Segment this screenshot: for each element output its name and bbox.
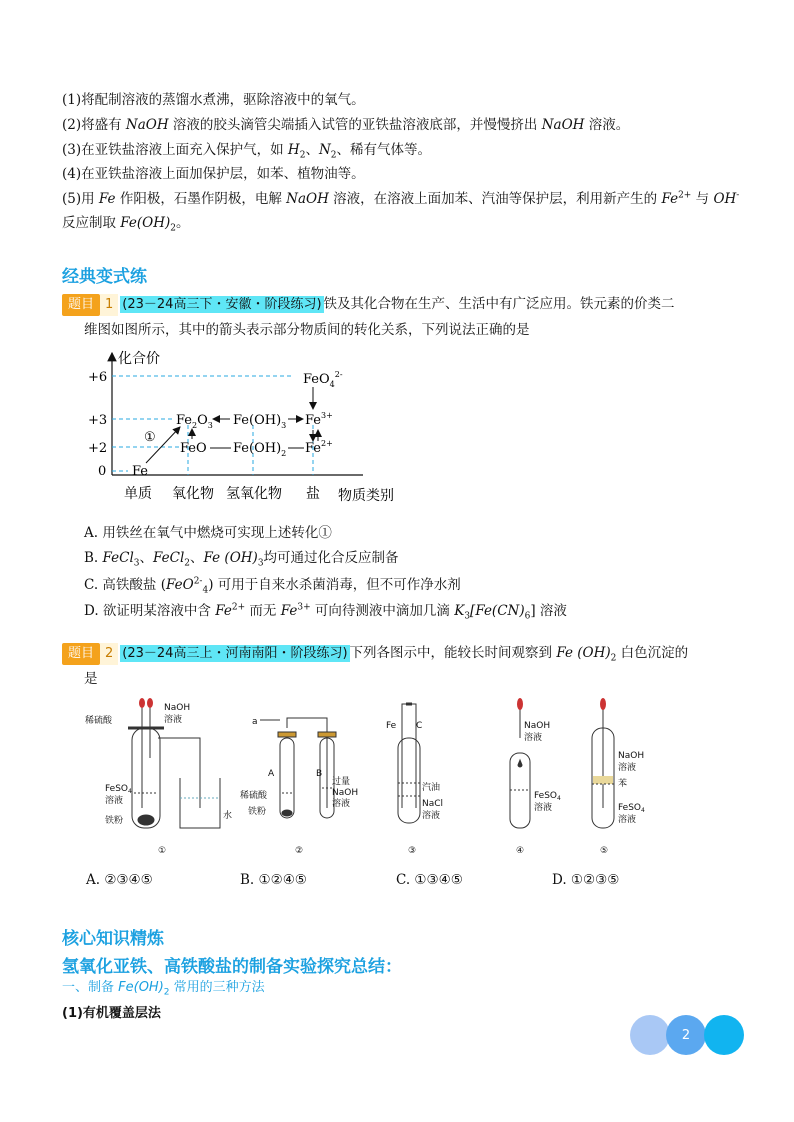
svg-text:稀硫酸: 稀硫酸: [85, 716, 113, 726]
xcat-hydroxide: 氢氧化物: [226, 486, 282, 502]
ytick-3: +3: [88, 413, 108, 428]
xcat-salt: 盐: [306, 486, 320, 502]
apparatus-2: [260, 718, 336, 818]
svg-text:FeSO4: FeSO$_4$: [618, 803, 645, 814]
svg-text:溶液: 溶液: [105, 796, 124, 806]
page-circle-right: [704, 1015, 744, 1055]
svg-text:过量: 过量: [332, 777, 351, 787]
q1-option-b[interactable]: B. FeCl$_3$、FeCl$_2$、Fe $(OH)_3$均可通过化合反应制备: [84, 550, 399, 569]
page-number: 2: [681, 1027, 691, 1043]
apparatus-4: [510, 698, 530, 828]
species-feo4: FeO$_4^{2-}$: [303, 370, 343, 389]
intro-line-4: (4)在亚铁盐溶液上面加保护层，如苯、植物油等。: [62, 166, 365, 182]
q2-option-d[interactable]: D. ①②③⑤: [552, 872, 620, 888]
intro-line-2: (2)将盛有 NaOH 溶液的胶头滴管尖端插入试管的亚铁盐溶液底部，并慢慢挤出 NaOH 溶液。: [62, 117, 630, 133]
q1-option-d[interactable]: D. 欲证明某溶液中含 $Fe^{2+}$ 而无 $Fe^{3+}$ 可向待测液中滴加几滴 $K_3[Fe(CN)_6]$ 溶液: [84, 602, 567, 622]
q2-option-b[interactable]: B. ①②④⑤: [240, 872, 307, 888]
species-feoh2: $Fe(OH)_2$: [233, 441, 287, 458]
species-feoh3: $Fe(OH)_3$: [233, 413, 287, 430]
svg-text:溶液: 溶液: [164, 715, 183, 725]
question-tag: 题目: [62, 294, 100, 316]
svg-text:汽油: 汽油: [422, 783, 441, 793]
page-circle-left: [630, 1015, 670, 1055]
species-fe2: $Fe^{2+}$: [305, 439, 333, 456]
svg-text:溶液: 溶液: [422, 811, 441, 821]
svg-text:FeSO4: FeSO$_4$: [534, 791, 561, 802]
ytick-2: +2: [88, 441, 108, 456]
apparatus-5: [592, 698, 614, 828]
svg-text:溶液: 溶液: [618, 815, 637, 825]
svg-text:①: ①: [158, 846, 167, 856]
svg-text:铁粉: 铁粉: [248, 807, 267, 817]
svg-text:a: a: [252, 717, 258, 727]
ytick-0: 0: [98, 464, 107, 479]
question-tag: 题目: [62, 643, 100, 665]
x-axis-label: 物质类别: [338, 488, 394, 504]
svg-text:③: ③: [408, 846, 417, 856]
question-1-stem-2: 维图如图所示，其中的箭头表示部分物质间的转化关系，下列说法正确的是: [84, 322, 530, 338]
q1-option-c[interactable]: C. 高铁酸盐 (FeO$^{2-}_4$) 可用于自来水杀菌消毒，但不可作净水剂: [84, 576, 461, 596]
svg-text:苯: 苯: [618, 779, 628, 789]
svg-text:NaOH: NaOH: [618, 751, 645, 761]
question-1-stem: 题目 1 (23－24高三下・安徽・阶段练习) 铁及其化合物在生产、生活中有广泛应用。铁元素的价类二: [62, 294, 675, 316]
svg-text:水: 水: [223, 811, 233, 821]
apparatus-figures: [80, 698, 760, 858]
section-title-variant: 经典变式练: [62, 267, 147, 287]
svg-text:溶液: 溶液: [524, 733, 543, 743]
ytick-6: +6: [88, 370, 108, 385]
svg-text:④: ④: [516, 846, 525, 856]
svg-text:②: ②: [295, 846, 304, 856]
svg-text:A: A: [268, 769, 275, 779]
xcat-elemental: 单质: [124, 486, 152, 502]
question-number: 2: [100, 643, 118, 665]
svg-text:溶液: 溶液: [618, 763, 637, 773]
species-fe3: $Fe^{3+}$: [305, 411, 333, 428]
intro-line-3: (3)在亚铁盐溶液上面充入保护气，如 $H_2$、$N_2$、稀有气体等。: [62, 142, 431, 161]
intro-line-1: (1)将配制溶液的蒸馏水煮沸，驱除溶液中的氧气。: [62, 92, 365, 108]
subheading-organic-cover: (1)有机覆盖层法: [62, 1006, 161, 1021]
q1-option-a[interactable]: A. 用铁丝在氧气中燃烧可实现上述转化①: [84, 525, 332, 541]
q2-option-a[interactable]: A. ②③④⑤: [86, 872, 153, 888]
svg-text:C: C: [416, 721, 423, 731]
intro-line-6: 反应制取 $Fe(OH)_2$。: [62, 215, 190, 234]
question-2-stem-2: 是: [84, 671, 98, 687]
section-title-core: 核心知识精炼: [62, 929, 164, 949]
svg-text:NaOH: NaOH: [524, 721, 551, 731]
page-number-badge: [666, 1015, 706, 1055]
q2-option-c[interactable]: C. ①③④⑤: [396, 872, 463, 888]
question-source: (23－24高三下・安徽・阶段练习): [122, 297, 322, 312]
svg-text:Fe: Fe: [386, 721, 397, 731]
svg-text:稀硫酸: 稀硫酸: [240, 791, 268, 801]
question-source: (23－24高三上・河南南阳・阶段练习): [122, 646, 348, 661]
svg-text:溶液: 溶液: [332, 799, 351, 809]
summary-heading: 氢氧化亚铁、高铁酸盐的制备实验探究总结：: [62, 957, 402, 977]
species-fe2o3: $Fe_2O_3$: [176, 413, 213, 430]
species-feo: FeO: [180, 441, 207, 456]
valence-class-diagram: [88, 345, 418, 505]
svg-text:FeSO4: FeSO$_4$: [105, 784, 132, 795]
question-2-stem: 题目 2 (23－24高三上・河南南阳・阶段练习) 下列各图示中，能较长时间观察到 Fe $(OH)_2$ 白色沉淀的: [62, 643, 688, 665]
xcat-oxide: 氧化物: [172, 486, 214, 502]
svg-text:B: B: [316, 769, 323, 779]
svg-text:溶液: 溶液: [534, 803, 553, 813]
species-fe: Fe: [132, 464, 149, 479]
svg-text:NaOH: NaOH: [164, 703, 191, 713]
y-axis-label: 化合价: [118, 351, 160, 367]
conversion-mark-1: ①: [144, 430, 156, 445]
svg-text:NaOH: NaOH: [332, 788, 359, 798]
svg-text:铁粉: 铁粉: [105, 816, 124, 826]
intro-line-5: (5)用 Fe 作阳极，石墨作阴极，电解 NaOH 溶液，在溶液上面加苯、汽油等保护层，利用新产生的 $Fe^{2+}$ 与 OH-: [62, 190, 740, 207]
question-number: 1: [100, 294, 118, 316]
svg-text:⑤: ⑤: [600, 846, 609, 856]
subheading-methods: 一、制备 $Fe(OH)_2$ 常用的三种方法: [62, 980, 265, 998]
svg-text:NaCl: NaCl: [422, 799, 444, 809]
